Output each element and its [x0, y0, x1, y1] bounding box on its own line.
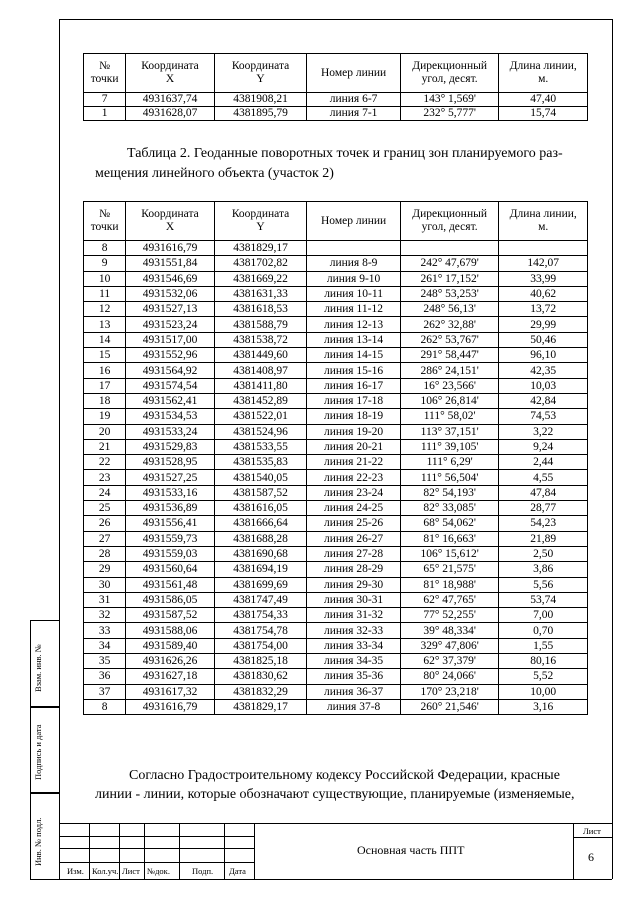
header-line-length: Длина линии, м.: [499, 202, 588, 241]
cell-line-number: линия 25-26: [307, 516, 401, 531]
cell-line-number: линия 19-20: [307, 424, 401, 439]
side-label-original-inv: Инв. № подл.: [33, 817, 43, 866]
table-row: [84, 562, 588, 577]
table-caption-line-1: Таблица 2. Геоданные поворотных точек и границ зон планируемого раз-: [127, 146, 563, 161]
cell-coordinate-y: 4381830,62: [214, 669, 307, 684]
cell-direction-angle: 232° 5,777': [400, 107, 499, 121]
cell-point-number: 35: [84, 654, 126, 669]
table-header-row: [84, 202, 588, 241]
cell-point-number: 15: [84, 348, 126, 363]
cell-coordinate-x: 4931561,48: [126, 577, 215, 592]
cell-line-number: линия 15-16: [307, 363, 401, 378]
cell-line-number: линия 37-8: [307, 699, 401, 714]
cell-direction-angle: 260° 21,546': [400, 699, 499, 714]
cell-direction-angle: 111° 39,105': [400, 439, 499, 454]
cell-point-number: 24: [84, 485, 126, 500]
table-row: [84, 592, 588, 607]
table-row: [84, 485, 588, 500]
cell-line-length: 142,07: [499, 256, 588, 271]
cell-direction-angle: 170° 23,218': [400, 684, 499, 699]
cell-direction-angle: 16° 23,566': [400, 378, 499, 393]
table-row: [84, 302, 588, 317]
cell-coordinate-x: 4931574,54: [126, 378, 215, 393]
title-block-line: [224, 823, 225, 879]
table-row: [84, 638, 588, 653]
cell-line-length: 28,77: [499, 501, 588, 516]
cell-line-number: линия 21-22: [307, 455, 401, 470]
cell-coordinate-x: 4931528,95: [126, 455, 215, 470]
cell-point-number: 27: [84, 531, 126, 546]
side-label-replacement-inv: Взам. инв. №: [33, 644, 43, 692]
cell-direction-angle: 261° 17,152': [400, 271, 499, 286]
cell-line-length: 53,74: [499, 592, 588, 607]
cell-line-length: 80,16: [499, 654, 588, 669]
body-paragraph-line-2: линии - линии, которые обозначают существующие, планируемые (изменяемые,: [95, 787, 575, 802]
cell-coordinate-x: 4931628,07: [126, 107, 215, 121]
cell-direction-angle: 68° 54,062': [400, 516, 499, 531]
cell-line-number: линия 28-29: [307, 562, 401, 577]
cell-point-number: 36: [84, 669, 126, 684]
cell-line-number: линия 36-37: [307, 684, 401, 699]
table-row: [84, 516, 588, 531]
table-row: [84, 348, 588, 363]
cell-coordinate-y: 4381533,55: [214, 439, 307, 454]
header-coordinate-x: Координата X: [126, 202, 215, 241]
cell-coordinate-y: 4381618,53: [214, 302, 307, 317]
cell-coordinate-x: 4931551,84: [126, 256, 215, 271]
cell-direction-angle: 62° 47,765': [400, 592, 499, 607]
table-row: [84, 286, 588, 301]
side-stamp: [30, 620, 60, 879]
cell-direction-angle: 62° 37,379': [400, 654, 499, 669]
cell-coordinate-x: 4931517,00: [126, 332, 215, 347]
cell-point-number: 13: [84, 317, 126, 332]
cell-direction-angle: 82° 33,085': [400, 501, 499, 516]
cell-line-number: линия 33-34: [307, 638, 401, 653]
cell-coordinate-y: 4381631,33: [214, 286, 307, 301]
cell-coordinate-x: 4931532,06: [126, 286, 215, 301]
cell-line-number: линия 10-11: [307, 286, 401, 301]
cell-coordinate-x: 4931586,05: [126, 592, 215, 607]
cell-line-number: линия 32-33: [307, 623, 401, 638]
cell-coordinate-x: 4931560,64: [126, 562, 215, 577]
cell-line-number: линия 22-23: [307, 470, 401, 485]
cell-coordinate-y: 4381538,72: [214, 332, 307, 347]
cell-coordinate-y: 4381690,68: [214, 546, 307, 561]
cell-point-number: 14: [84, 332, 126, 347]
cell-line-number: линия 11-12: [307, 302, 401, 317]
cell-coordinate-y: 4381829,17: [214, 699, 307, 714]
cell-point-number: 26: [84, 516, 126, 531]
coordinates-table-1: [83, 53, 588, 121]
cell-line-number: линия 14-15: [307, 348, 401, 363]
cell-coordinate-y: 4381895,79: [214, 107, 307, 121]
header-point-number: № точки: [84, 54, 126, 93]
cell-coordinate-x: 4931559,03: [126, 546, 215, 561]
header-coordinate-y: Координата Y: [214, 54, 307, 93]
cell-point-number: 20: [84, 424, 126, 439]
cell-direction-angle: 286° 24,151': [400, 363, 499, 378]
title-block-col-date: Дата: [229, 866, 246, 876]
page-frame-bottom: [30, 879, 612, 880]
cell-line-length: [499, 241, 588, 256]
cell-point-number: 10: [84, 271, 126, 286]
table-row: [84, 546, 588, 561]
cell-coordinate-x: 4931534,53: [126, 409, 215, 424]
table-row: [84, 654, 588, 669]
title-block-col-sheet: Лист: [122, 866, 140, 876]
table-row: [84, 455, 588, 470]
title-block-col-change: Изм.: [67, 866, 84, 876]
cell-line-number: линия 30-31: [307, 592, 401, 607]
cell-line-length: 21,89: [499, 531, 588, 546]
cell-coordinate-y: 4381825,18: [214, 654, 307, 669]
cell-coordinate-y: 4381588,79: [214, 317, 307, 332]
cell-point-number: 7: [84, 93, 126, 107]
cell-direction-angle: [400, 241, 499, 256]
cell-coordinate-x: 4931589,40: [126, 638, 215, 653]
cell-direction-angle: 106° 15,612': [400, 546, 499, 561]
cell-line-number: линия 18-19: [307, 409, 401, 424]
table-row: [84, 271, 588, 286]
cell-line-length: 9,24: [499, 439, 588, 454]
header-point-number: № точки: [84, 202, 126, 241]
cell-line-length: 33,99: [499, 271, 588, 286]
title-block-line: [573, 823, 574, 879]
table-row: [84, 393, 588, 408]
cell-line-length: 7,00: [499, 608, 588, 623]
table-row: [84, 317, 588, 332]
cell-line-number: линия 12-13: [307, 317, 401, 332]
cell-coordinate-x: 4931533,24: [126, 424, 215, 439]
cell-direction-angle: 113° 37,151': [400, 424, 499, 439]
cell-line-length: 13,72: [499, 302, 588, 317]
cell-coordinate-y: 4381587,52: [214, 485, 307, 500]
cell-point-number: 28: [84, 546, 126, 561]
table-row: [84, 332, 588, 347]
cell-point-number: 18: [84, 393, 126, 408]
title-block-line: [144, 823, 145, 879]
cell-line-number: линия 31-32: [307, 608, 401, 623]
cell-coordinate-y: 4381522,01: [214, 409, 307, 424]
cell-coordinate-x: 4931523,24: [126, 317, 215, 332]
cell-coordinate-y: 4381699,69: [214, 577, 307, 592]
cell-coordinate-x: 4931616,79: [126, 699, 215, 714]
cell-direction-angle: 81° 18,988': [400, 577, 499, 592]
cell-line-length: 3,86: [499, 562, 588, 577]
cell-coordinate-y: 4381452,89: [214, 393, 307, 408]
sheet-label: Лист: [583, 826, 601, 836]
cell-line-length: 3,16: [499, 699, 588, 714]
title-block-line: [59, 823, 612, 824]
header-line-number: Номер линии: [307, 202, 401, 241]
cell-point-number: 19: [84, 409, 126, 424]
cell-coordinate-y: 4381694,19: [214, 562, 307, 577]
cell-line-number: линия 20-21: [307, 439, 401, 454]
table-row: [84, 577, 588, 592]
cell-direction-angle: 65° 21,575': [400, 562, 499, 577]
cell-point-number: 21: [84, 439, 126, 454]
cell-coordinate-x: 4931527,13: [126, 302, 215, 317]
cell-point-number: 8: [84, 241, 126, 256]
cell-direction-angle: 81° 16,663': [400, 531, 499, 546]
table-row: [84, 699, 588, 714]
cell-coordinate-y: 4381832,29: [214, 684, 307, 699]
cell-point-number: 16: [84, 363, 126, 378]
table-row: [84, 439, 588, 454]
cell-point-number: 23: [84, 470, 126, 485]
table-row: [84, 93, 588, 107]
cell-coordinate-y: 4381754,33: [214, 608, 307, 623]
cell-coordinate-x: 4931546,69: [126, 271, 215, 286]
cell-direction-angle: 329° 47,806': [400, 638, 499, 653]
cell-coordinate-y: 4381669,22: [214, 271, 307, 286]
cell-coordinate-x: 4931536,89: [126, 501, 215, 516]
cell-coordinate-y: 4381411,80: [214, 378, 307, 393]
cell-coordinate-x: 4931552,96: [126, 348, 215, 363]
cell-coordinate-x: 4931556,41: [126, 516, 215, 531]
table-row: [84, 409, 588, 424]
table-row: [84, 107, 588, 121]
title-block-line: [179, 823, 180, 879]
cell-line-length: 2,50: [499, 546, 588, 561]
cell-line-number: линия 8-9: [307, 256, 401, 271]
title-block-col-signature: Подп.: [192, 866, 214, 876]
cell-direction-angle: 242° 47,679': [400, 256, 499, 271]
cell-line-length: 4,55: [499, 470, 588, 485]
cell-coordinate-y: 4381829,17: [214, 241, 307, 256]
cell-line-length: 5,52: [499, 669, 588, 684]
cell-line-length: 2,44: [499, 455, 588, 470]
cell-coordinate-x: 4931637,74: [126, 93, 215, 107]
title-block-line: [573, 837, 612, 838]
cell-coordinate-y: 4381666,64: [214, 516, 307, 531]
cell-direction-angle: 111° 56,504': [400, 470, 499, 485]
cell-point-number: 22: [84, 455, 126, 470]
title-block-line: [89, 823, 90, 879]
cell-line-number: линия 27-28: [307, 546, 401, 561]
cell-direction-angle: 77° 52,255': [400, 608, 499, 623]
table-row: [84, 684, 588, 699]
cell-point-number: 34: [84, 638, 126, 653]
cell-line-length: 3,22: [499, 424, 588, 439]
cell-point-number: 29: [84, 562, 126, 577]
page-frame-top: [59, 19, 612, 20]
cell-line-number: линия 6-7: [307, 93, 401, 107]
cell-coordinate-y: 4381408,97: [214, 363, 307, 378]
cell-line-number: линия 23-24: [307, 485, 401, 500]
cell-point-number: 25: [84, 501, 126, 516]
cell-line-number: линия 29-30: [307, 577, 401, 592]
cell-line-number: линия 26-27: [307, 531, 401, 546]
cell-coordinate-y: 4381535,83: [214, 455, 307, 470]
cell-line-length: 42,35: [499, 363, 588, 378]
cell-line-length: 42,84: [499, 393, 588, 408]
table-row: [84, 424, 588, 439]
table-row: [84, 470, 588, 485]
cell-line-length: 47,40: [499, 93, 588, 107]
cell-line-number: линия 35-36: [307, 669, 401, 684]
cell-direction-angle: 111° 58,02': [400, 409, 499, 424]
cell-coordinate-x: 4931588,06: [126, 623, 215, 638]
table-row: [84, 623, 588, 638]
cell-coordinate-y: 4381754,00: [214, 638, 307, 653]
cell-direction-angle: 106° 26,814': [400, 393, 499, 408]
cell-line-length: 54,23: [499, 516, 588, 531]
title-block: [59, 823, 612, 879]
cell-coordinate-x: 4931587,52: [126, 608, 215, 623]
cell-line-number: [307, 241, 401, 256]
cell-coordinate-y: 4381754,78: [214, 623, 307, 638]
cell-point-number: 37: [84, 684, 126, 699]
cell-coordinate-y: 4381449,60: [214, 348, 307, 363]
cell-line-length: 40,62: [499, 286, 588, 301]
cell-point-number: 9: [84, 256, 126, 271]
cell-direction-angle: 291° 58,447': [400, 348, 499, 363]
cell-direction-angle: 39° 48,334': [400, 623, 499, 638]
cell-direction-angle: 80° 24,066': [400, 669, 499, 684]
cell-coordinate-x: 4931617,32: [126, 684, 215, 699]
cell-coordinate-x: 4931627,18: [126, 669, 215, 684]
cell-point-number: 1: [84, 107, 126, 121]
cell-direction-angle: 248° 56,13': [400, 302, 499, 317]
cell-point-number: 30: [84, 577, 126, 592]
cell-coordinate-y: 4381702,82: [214, 256, 307, 271]
title-block-line: [119, 823, 120, 879]
cell-line-length: 50,46: [499, 332, 588, 347]
body-paragraph-line-1: Согласно Градостроительному кодексу Российской Федерации, красные: [129, 768, 560, 783]
title-block-col-doc: №док.: [147, 866, 170, 876]
cell-coordinate-x: 4931559,73: [126, 531, 215, 546]
cell-point-number: 31: [84, 592, 126, 607]
cell-line-length: 0,70: [499, 623, 588, 638]
cell-line-length: 96,10: [499, 348, 588, 363]
header-coordinate-x: Координата X: [126, 54, 215, 93]
cell-point-number: 11: [84, 286, 126, 301]
document-title: Основная часть ППТ: [357, 843, 465, 857]
cell-coordinate-x: 4931564,92: [126, 363, 215, 378]
cell-coordinate-y: 4381540,05: [214, 470, 307, 485]
title-block-line: [254, 823, 255, 879]
table-row: [84, 608, 588, 623]
table-row: [84, 669, 588, 684]
cell-direction-angle: 248° 53,253': [400, 286, 499, 301]
cell-line-number: линия 24-25: [307, 501, 401, 516]
cell-line-length: 1,55: [499, 638, 588, 653]
cell-line-length: 47,84: [499, 485, 588, 500]
cell-line-number: линия 34-35: [307, 654, 401, 669]
cell-coordinate-x: 4931616,79: [126, 241, 215, 256]
cell-point-number: 12: [84, 302, 126, 317]
table-row: [84, 363, 588, 378]
cell-coordinate-y: 4381747,49: [214, 592, 307, 607]
cell-coordinate-y: 4381908,21: [214, 93, 307, 107]
side-label-signature-date: Подпись и дата: [33, 724, 43, 780]
table-row: [84, 501, 588, 516]
header-direction-angle: Дирекционный угол, десят.: [400, 202, 499, 241]
cell-line-number: линия 9-10: [307, 271, 401, 286]
cell-point-number: 32: [84, 608, 126, 623]
cell-coordinate-x: 4931626,26: [126, 654, 215, 669]
cell-line-length: 10,03: [499, 378, 588, 393]
header-coordinate-y: Координата Y: [214, 202, 307, 241]
cell-point-number: 33: [84, 623, 126, 638]
table-row: [84, 378, 588, 393]
table-row: [84, 241, 588, 256]
cell-direction-angle: 262° 32,88': [400, 317, 499, 332]
table-header-row: [84, 54, 588, 93]
cell-coordinate-x: 4931527,25: [126, 470, 215, 485]
cell-coordinate-y: 4381524,96: [214, 424, 307, 439]
title-block-col-count: Кол.уч.: [92, 866, 119, 876]
cell-line-length: 5,56: [499, 577, 588, 592]
cell-line-number: линия 17-18: [307, 393, 401, 408]
cell-line-length: 29,99: [499, 317, 588, 332]
cell-direction-angle: 262° 53,767': [400, 332, 499, 347]
cell-point-number: 17: [84, 378, 126, 393]
coordinates-table-2: [83, 201, 588, 715]
cell-line-length: 10,00: [499, 684, 588, 699]
cell-coordinate-x: 4931533,16: [126, 485, 215, 500]
table-caption-line-2: мещения линейного объекта (участок 2): [95, 166, 334, 181]
cell-direction-angle: 82° 54,193': [400, 485, 499, 500]
cell-line-number: линия 7-1: [307, 107, 401, 121]
cell-point-number: 8: [84, 699, 126, 714]
header-line-number: Номер линии: [307, 54, 401, 93]
cell-line-number: линия 16-17: [307, 378, 401, 393]
table-row: [84, 531, 588, 546]
header-line-length: Длина линии, м.: [499, 54, 588, 93]
page-frame-right: [612, 19, 613, 879]
cell-coordinate-x: 4931562,41: [126, 393, 215, 408]
cell-line-number: линия 13-14: [307, 332, 401, 347]
cell-direction-angle: 111° 6,29': [400, 455, 499, 470]
table-row: [84, 256, 588, 271]
cell-coordinate-x: 4931529,83: [126, 439, 215, 454]
sheet-number: 6: [588, 850, 594, 864]
cell-coordinate-y: 4381616,05: [214, 501, 307, 516]
cell-line-length: 74,53: [499, 409, 588, 424]
cell-direction-angle: 143° 1,569': [400, 93, 499, 107]
cell-line-length: 15,74: [499, 107, 588, 121]
header-direction-angle: Дирекционный угол, десят.: [400, 54, 499, 93]
cell-coordinate-y: 4381688,28: [214, 531, 307, 546]
